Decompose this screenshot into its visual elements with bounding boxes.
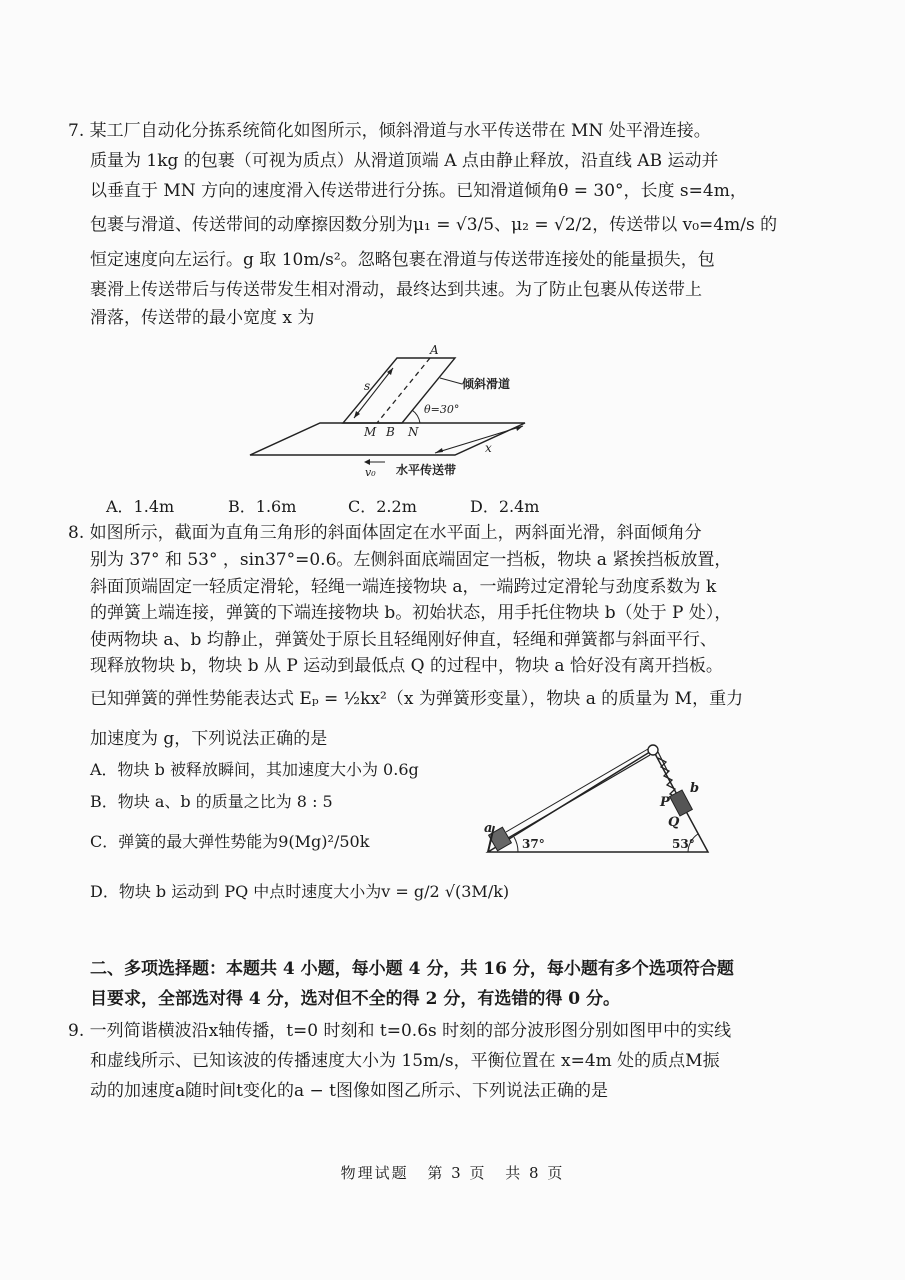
footer-page: 第 3 页 [427, 1164, 487, 1182]
q7-line-5: 恒定速度向左运行。g 取 10m/s²。忽略包裹在滑道与传送带连接处的能量损失，包 [90, 250, 715, 270]
q9-line-1: 9. 一列简谐横波沿x轴传播，t=0 时刻和 t=0.6s 时刻的部分波形图分别如图甲中的实线 [68, 1021, 732, 1041]
line-ab [377, 358, 430, 423]
block-b [670, 790, 693, 816]
q7-line-4: 包裹与滑道、传送带间的动摩擦因数分别为μ₁ = √3/5、μ₂ = √2/2，传送带以 v₀=4m/s 的 [90, 215, 778, 235]
label-slope: 倾斜滑道 [462, 377, 511, 391]
label-37: 37° [522, 837, 545, 851]
label-a: a [484, 821, 493, 836]
section-2-line-1: 二、多项选择题：本题共 4 小题，每小题 4 分，共 16 分，每小题有多个选项符合题 [90, 959, 734, 979]
q7-option-d: D．2.4m [470, 497, 540, 516]
page-footer [0, 1162, 905, 1183]
q8-line-2: 别为 37° 和 53° ，sin37°=0.6。左侧斜面底端固定一挡板，物块 a 紧挨挡板放置， [90, 550, 732, 570]
q8-option-d: D．物块 b 运动到 PQ 中点时速度大小为v = g/2 √(3M/k) [90, 882, 510, 901]
section-2-line-2: 目要求，全部选对得 4 分，选对但不全的得 2 分，有选错的得 0 分。 [90, 989, 620, 1009]
q8-line-6: 现释放物块 b，物块 b 从 P 运动到最低点 Q 的过程中，物块 a 恰好没有离开挡板。 [90, 656, 723, 676]
q8-line-1: 8. 如图所示，截面为直角三角形的斜面体固定在水平面上，两斜面光滑，斜面倾角分 [68, 523, 702, 543]
footer-title: 物理试题 [340, 1164, 409, 1182]
label-53: 53° [672, 837, 695, 851]
q7-line-6: 裹滑上传送带后与传送带发生相对滑动，最终达到共速。为了防止包裹从传送带上 [90, 280, 702, 300]
q9-line-3: 动的加速度a随时间t变化的a − t图像如图乙所示、下列说法正确的是 [90, 1081, 608, 1101]
q8-line-3: 斜面顶端固定一轻质定滑轮，轻绳一端连接物块 a，一端跨过定滑轮与劲度系数为 k [90, 577, 717, 597]
label-P: P [660, 795, 670, 810]
q8-line-5: 使两物块 a、b 均静止，弹簧处于原长且轻绳刚好伸直，轻绳和弹簧都与斜面平行、 [90, 630, 717, 650]
pulley [648, 745, 658, 755]
rope [508, 755, 650, 838]
q8-line-4: 的弹簧上端连接，弹簧的下端连接物块 b。初始状态，用手托住物块 b（处于 P 处）， [90, 603, 732, 623]
label-v0: v₀ [365, 466, 376, 479]
label-s: s [364, 379, 371, 393]
q8-line-8: 加速度为 g，下列说法正确的是 [90, 729, 328, 749]
q7-option-b: B．1.6m [228, 497, 297, 516]
label-B: B [386, 425, 395, 439]
label-N: N [408, 425, 419, 439]
label-A: A [430, 343, 439, 357]
q7-line-2: 质量为 1kg 的包裹（可视为质点）从滑道顶端 A 点由静止释放，沿直线 AB 运动并 [90, 151, 719, 171]
q8-option-b: B．物块 a、b 的质量之比为 8 : 5 [90, 792, 333, 811]
q7-line-7: 滑落，传送带的最小宽度 x 为 [90, 308, 315, 328]
label-M: M [364, 425, 377, 439]
q8-line-7: 已知弹簧的弹性势能表达式 Eₚ = ½kx²（x 为弹簧形变量），物块 a 的质量为 M，重力 [90, 689, 744, 709]
label-b: b [690, 781, 700, 796]
label-x: x [485, 441, 492, 455]
q7-line-1: 7. 某工厂自动化分拣系统简化如图所示，倾斜滑道与水平传送带在 MN 处平滑连接。 [68, 121, 711, 141]
q8-figure-incline [478, 740, 718, 860]
label-belt: 水平传送带 [396, 463, 457, 477]
q9-line-2: 和虚线所示、已知该波的传播速度大小为 15m/s，平衡位置在 x=4m 处的质点M振 [90, 1051, 720, 1071]
q7-option-a: A．1.4m [106, 497, 175, 516]
footer-total: 共 8 页 [505, 1164, 565, 1182]
x-arrow [435, 426, 523, 453]
q7-figure-conveyor [240, 340, 540, 485]
label-theta: θ=30° [424, 403, 460, 416]
q7-option-c: C．2.2m [348, 497, 417, 516]
q8-option-c: C．弹簧的最大弹性势能为9(Mg)²/50k [90, 832, 370, 851]
q8-option-a: A．物块 b 被释放瞬间，其加速度大小为 0.6g [90, 760, 419, 779]
q7-line-3: 以垂直于 MN 方向的速度滑入传送带进行分拣。已知滑道倾角θ = 30°，长度 s=4m， [90, 181, 747, 201]
label-Q: Q [668, 815, 680, 830]
